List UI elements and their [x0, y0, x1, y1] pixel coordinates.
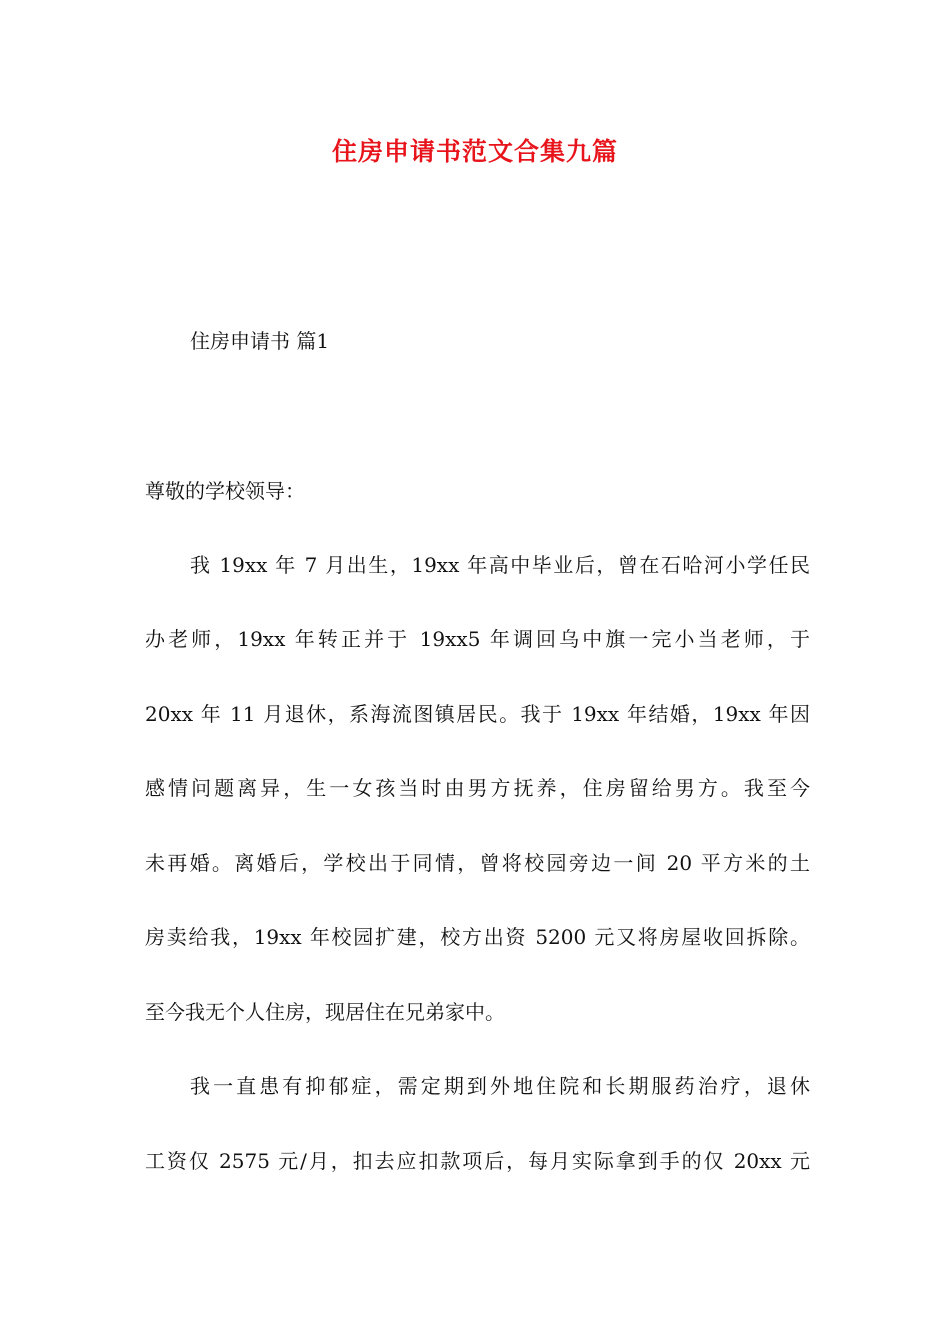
paragraph-line: 感情问题离异，生一女孩当时由男方抚养，住房留给男方。我至今: [145, 776, 810, 800]
paragraph-line: 我 19xx 年 7 月出生，19xx 年高中毕业后，曾在石哈河小学任民: [190, 553, 810, 577]
paragraph-line: 至今我无个人住房，现居住在兄弟家中。: [145, 1000, 505, 1024]
paragraph-line: 我一直患有抑郁症，需定期到外地住院和长期服药治疗，退休: [190, 1074, 810, 1098]
salutation: 尊敬的学校领导：: [145, 479, 305, 503]
paragraph-line: 房卖给我，19xx 年校园扩建，校方出资 5200 元又将房屋收回拆除。: [145, 925, 810, 949]
paragraph-line: 工资仅 2575 元/月，扣去应扣款项后，每月实际拿到手的仅 20xx 元: [145, 1149, 810, 1173]
paragraph-line: 未再婚。离婚后，学校出于同情，曾将校园旁边一间 20 平方米的土: [145, 851, 810, 875]
section-heading: 住房申请书 篇1: [190, 329, 330, 353]
paragraph-line: 20xx 年 11 月退休，系海流图镇居民。我于 19xx 年结婚，19xx 年因: [145, 702, 810, 726]
paragraph-line: 办老师，19xx 年转正并于 19xx5 年调回乌中旗一完小当老师，于: [145, 627, 810, 651]
document-title: 住房申请书范文合集九篇: [331, 137, 618, 166]
